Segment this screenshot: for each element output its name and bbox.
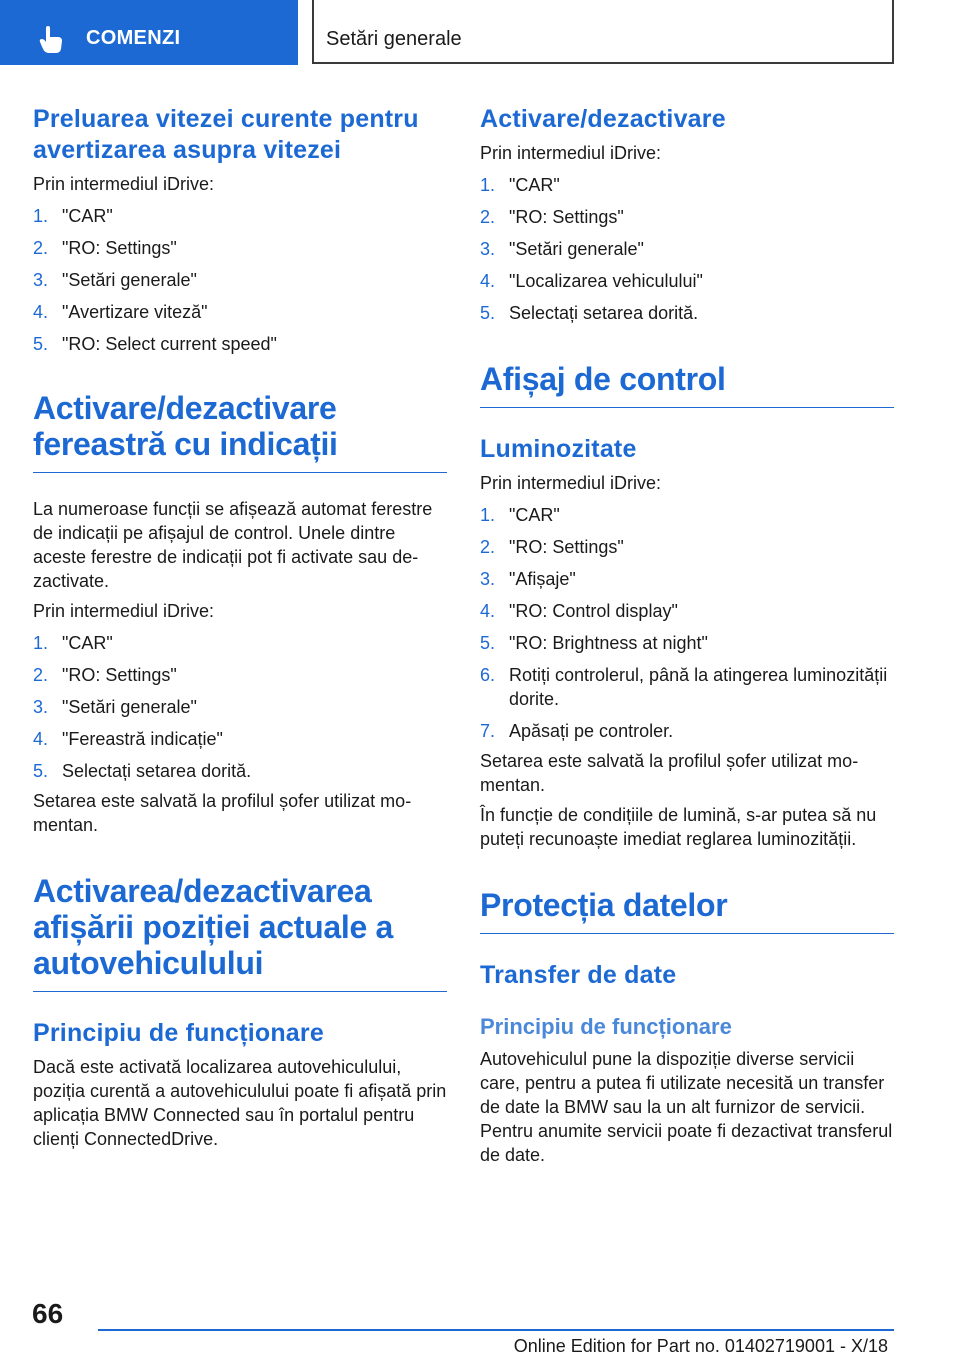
chapter-tab-label: COMENZI bbox=[86, 27, 181, 49]
body-text: Dacă este activată localizarea autovehiculului, poziția curentă a autovehiculului poate fi afișată prin aplicația BMW Connected sau în portalul pentru clienți ConnectedDrive. bbox=[33, 1057, 447, 1149]
pointing-hand-icon bbox=[38, 26, 64, 54]
list-item: 4. "Localizarea vehiculului" bbox=[480, 271, 703, 291]
steps-list bbox=[480, 503, 894, 743]
section-heading: Luminozitate bbox=[480, 435, 637, 463]
list-item: 4. "Avertizare viteză" bbox=[33, 302, 208, 322]
section-title: Setări generale bbox=[326, 28, 462, 50]
list-item: 1. "CAR" bbox=[33, 633, 113, 653]
list-item: 1. "CAR" bbox=[33, 206, 113, 226]
intro-text: Prin intermediul iDrive: bbox=[33, 174, 215, 194]
list-item: 2. "RO: Settings" bbox=[480, 537, 624, 557]
chapter-heading: Afișaj de control bbox=[480, 361, 894, 408]
section-heading: Transfer de date bbox=[480, 961, 677, 989]
list-item: 5. Selectați setarea dorită. bbox=[480, 303, 699, 323]
right-column bbox=[480, 104, 894, 1167]
list-item: 2. "RO: Settings" bbox=[480, 207, 624, 227]
subsection-heading: Principiu de funcționare bbox=[480, 1014, 732, 1039]
list-item: 1. "CAR" bbox=[480, 505, 560, 525]
section-heading: Preluarea vitezei curente pentru avertizarea asupra vitezei bbox=[33, 105, 419, 164]
list-item: 4. "Fereastră indicație" bbox=[33, 729, 223, 749]
body-text: Autovehiculul pune la dispoziție diverse servicii care, pentru a putea fi utilizate necesită un transfer de date la BMW sau la un alt furnizor de servicii. Pentru anumite servicii poate fi dezactivat transferul de date. bbox=[480, 1049, 893, 1165]
list-item: 3. "Setări generale" bbox=[33, 697, 197, 717]
list-item: 4. "RO: Control display" bbox=[480, 601, 678, 621]
steps-list bbox=[33, 204, 447, 356]
intro-text: Prin intermediul iDrive: bbox=[480, 473, 662, 493]
footer-divider bbox=[98, 1329, 894, 1331]
list-item: 7. Apăsați pe controler. bbox=[480, 721, 674, 741]
chapter-heading: Activarea/dezactivarea afișării poziției actuale a autovehiculului bbox=[33, 873, 447, 992]
note-text: Setarea este salvată la profilul șofer utilizat momentan. bbox=[480, 751, 859, 795]
list-item: 1. "CAR" bbox=[480, 175, 560, 195]
section-header bbox=[312, 0, 894, 64]
page-number: 66 bbox=[32, 1298, 64, 1329]
intro-text: Prin intermediul iDrive: bbox=[33, 601, 215, 621]
list-item: 3. "Setări generale" bbox=[480, 239, 644, 259]
section-heading: Activare/dezactivare bbox=[480, 105, 726, 133]
footer-edition-text: Online Edition for Part no. 01402719001 - X/18 bbox=[513, 1336, 888, 1356]
steps-list bbox=[33, 631, 447, 783]
intro-text: Prin intermediul iDrive: bbox=[480, 143, 662, 163]
chapter-heading: Protecția datelor bbox=[480, 887, 894, 934]
list-item: 5. "RO: Select current speed" bbox=[33, 334, 277, 354]
list-item: 3. "Setări generale" bbox=[33, 270, 197, 290]
list-item: 2. "RO: Settings" bbox=[33, 238, 177, 258]
list-item: 3. "Afișaje" bbox=[480, 569, 576, 589]
note-text: Setarea este salvată la profilul șofer utilizat momentan. bbox=[33, 791, 412, 835]
list-item: 5. Selectați setarea dorită. bbox=[33, 761, 252, 781]
list-item: 2. "RO: Settings" bbox=[33, 665, 177, 685]
list-item: 6. Rotiți controlerul, până la atingerea luminozității dorite. bbox=[480, 665, 888, 709]
left-column bbox=[33, 104, 447, 1151]
chapter-tab[interactable] bbox=[0, 0, 298, 65]
body-text: La numeroase funcții se afișează automat ferestre de indicații pe afișajul de control. Unele dintre aceste ferestre de indicații pot fi activate sau dezactivate. bbox=[33, 499, 433, 591]
section-heading: Principiu de funcționare bbox=[33, 1019, 324, 1047]
chapter-heading: Activare/dezactivare fereastră cu indicații bbox=[33, 390, 447, 473]
list-item: 5. "RO: Brightness at night" bbox=[480, 633, 708, 653]
note-text: În funcție de condițiile de lumină, s-ar putea să nu puteți recunoaște imediat reglarea luminozității. bbox=[480, 805, 877, 849]
steps-list bbox=[480, 173, 894, 325]
